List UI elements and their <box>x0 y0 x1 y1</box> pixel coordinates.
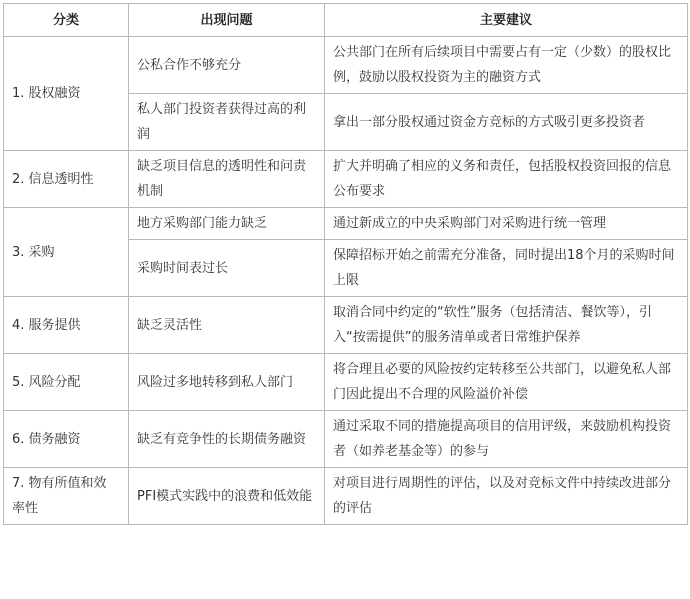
header-row <box>4 4 688 37</box>
category-cell: 6. 债务融资 <box>4 411 129 468</box>
table-row <box>4 151 688 208</box>
problem-cell: 缺乏有竞争性的长期债务融资 <box>129 411 325 468</box>
header-category: 分类 <box>4 4 129 37</box>
problem-cell: 公私合作不够充分 <box>129 37 325 94</box>
suggestion-cell: 取消合同中约定的“软性”服务（包括清洁、餐饮等），引入“按需提供”的服务清单或者日常维护保养 <box>325 297 688 354</box>
category-cell: 1. 股权融资 <box>4 37 129 151</box>
problem-cell: 私人部门投资者获得过高的利润 <box>129 94 325 151</box>
suggestion-cell: 公共部门在所有后续项目中需要占有一定（少数）的股权比例，鼓励以股权投资为主的融资方式 <box>325 37 688 94</box>
category-cell: 3. 采购 <box>4 208 129 297</box>
category-cell: 5. 风险分配 <box>4 354 129 411</box>
category-cell: 7. 物有所值和效率性 <box>4 468 129 525</box>
category-cell: 4. 服务提供 <box>4 297 129 354</box>
table-row <box>4 354 688 411</box>
table-row <box>4 297 688 354</box>
suggestion-cell: 将合理且必要的风险按约定转移至公共部门，以避免私人部门因此提出不合理的风险溢价补偿 <box>325 354 688 411</box>
suggestion-cell: 通过采取不同的措施提高项目的信用评级，来鼓励机构投资者（如养老基金等）的参与 <box>325 411 688 468</box>
suggestion-cell: 保障招标开始之前需充分准备，同时提出18个月的采购时间上限 <box>325 240 688 297</box>
table-row <box>4 37 688 94</box>
header-problem: 出现问题 <box>129 4 325 37</box>
suggestion-cell: 通过新成立的中央采购部门对采购进行统一管理 <box>325 208 688 240</box>
ppp-suggestions-table <box>3 3 688 525</box>
problem-cell: 缺乏项目信息的透明性和问责机制 <box>129 151 325 208</box>
suggestion-cell: 拿出一部分股权通过资金方竞标的方式吸引更多投资者 <box>325 94 688 151</box>
problem-cell: 地方采购部门能力缺乏 <box>129 208 325 240</box>
table-row <box>4 468 688 525</box>
header-suggestion: 主要建议 <box>325 4 688 37</box>
problem-cell: PFI模式实践中的浪费和低效能 <box>129 468 325 525</box>
problem-cell: 风险过多地转移到私人部门 <box>129 354 325 411</box>
table-row <box>4 208 688 240</box>
category-cell: 2. 信息透明性 <box>4 151 129 208</box>
problem-cell: 采购时间表过长 <box>129 240 325 297</box>
problem-cell: 缺乏灵活性 <box>129 297 325 354</box>
suggestion-cell: 对项目进行周期性的评估，以及对竞标文件中持续改进部分的评估 <box>325 468 688 525</box>
suggestion-cell: 扩大并明确了相应的义务和责任，包括股权投资回报的信息公布要求 <box>325 151 688 208</box>
table-row <box>4 411 688 468</box>
